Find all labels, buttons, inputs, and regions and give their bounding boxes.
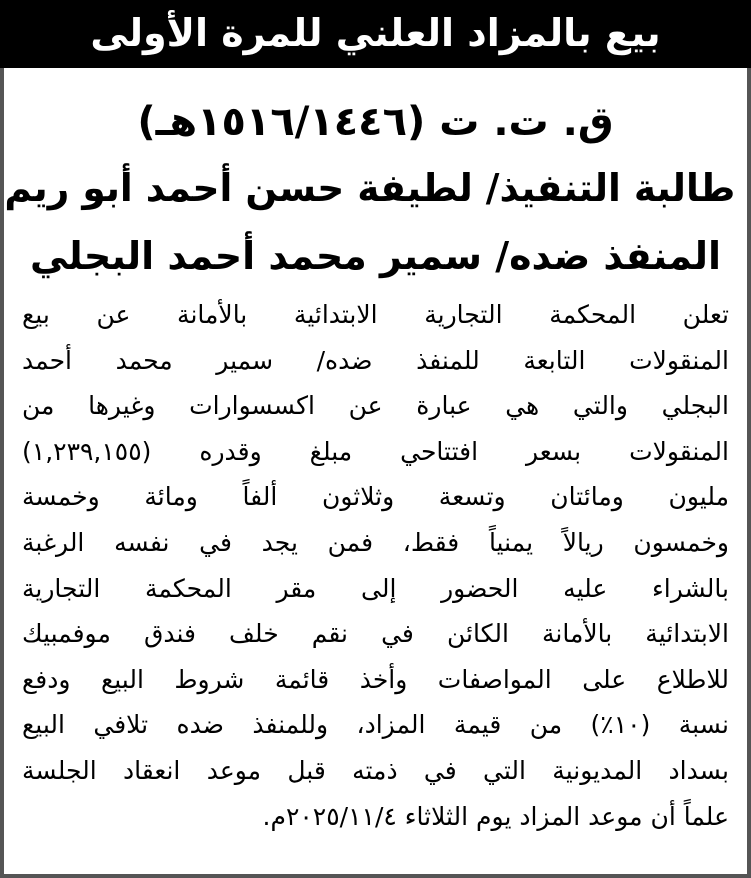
body-line [22,429,729,475]
body-line [22,657,729,703]
defendant-line [10,226,741,286]
body-line-text: وخمسون ريالاً يمنياً فقط، فمن يجد في نفسه الرغبة [22,527,729,557]
plaintiff-text: طالبة التنفيذ/ لطيفة حسن أحمد أبو ريم [4,166,736,210]
body-line [22,338,729,384]
body-line [22,520,729,566]
body-line [22,748,729,794]
body-line-text: بالشراء عليه الحضور إلى مقر المحكمة التجارية [22,573,729,603]
body-line-text: المنقولات بسعر افتتاحي مبلغ وقدره (١,٢٣٩,١٥٥) [22,436,729,466]
body-line [22,611,729,657]
body-line [22,794,729,840]
body-line-text: علماً أن موعد المزاد يوم الثلاثاء ٢٠٢٥/١١/٤م. [262,801,729,831]
ad-body [22,292,729,839]
plaintiff-line [4,158,741,218]
case-number [10,92,741,152]
ad-header [0,0,751,68]
body-line-text: المنقولات التابعة للمنفذ ضده/ سمير محمد أحمد [22,345,729,375]
case-number-text: ق. ت. ت (١٥١٦/١٤٤٦هـ) [137,99,614,145]
body-line [22,702,729,748]
body-line-text: البجلي والتي هي عبارة عن اكسسوارات وغيرها من [22,391,729,421]
body-line [22,292,729,338]
body-line [22,474,729,520]
body-line-text: للاطلاع على المواصفات وأخذ قائمة شروط البيع ودفع [22,664,729,694]
body-line-text: تعلن المحكمة التجارية الابتدائية بالأمانة عن بيع [22,300,729,329]
defendant-text: المنفذ ضده/ سمير محمد أحمد البجلي [29,234,722,278]
body-line-text: الابتدائية بالأمانة الكائن في نقم خلف فندق موفمبيك [22,619,729,649]
body-line [22,566,729,612]
body-line-text: بسداد المديونية التي في ذمته قبل موعد انعقاد الجلسة [22,755,729,785]
body-line-text: مليون ومائتان وتسعة وثلاثون ألفاً ومائة وخمسة [22,482,729,512]
body-line-text: نسبة (١٠٪) من قيمة المزاد، وللمنفذ ضده تلافي البيع [22,710,729,740]
ad-header-text: بيع بالمزاد العلني للمرة الأولى [90,11,661,55]
body-line [22,383,729,429]
